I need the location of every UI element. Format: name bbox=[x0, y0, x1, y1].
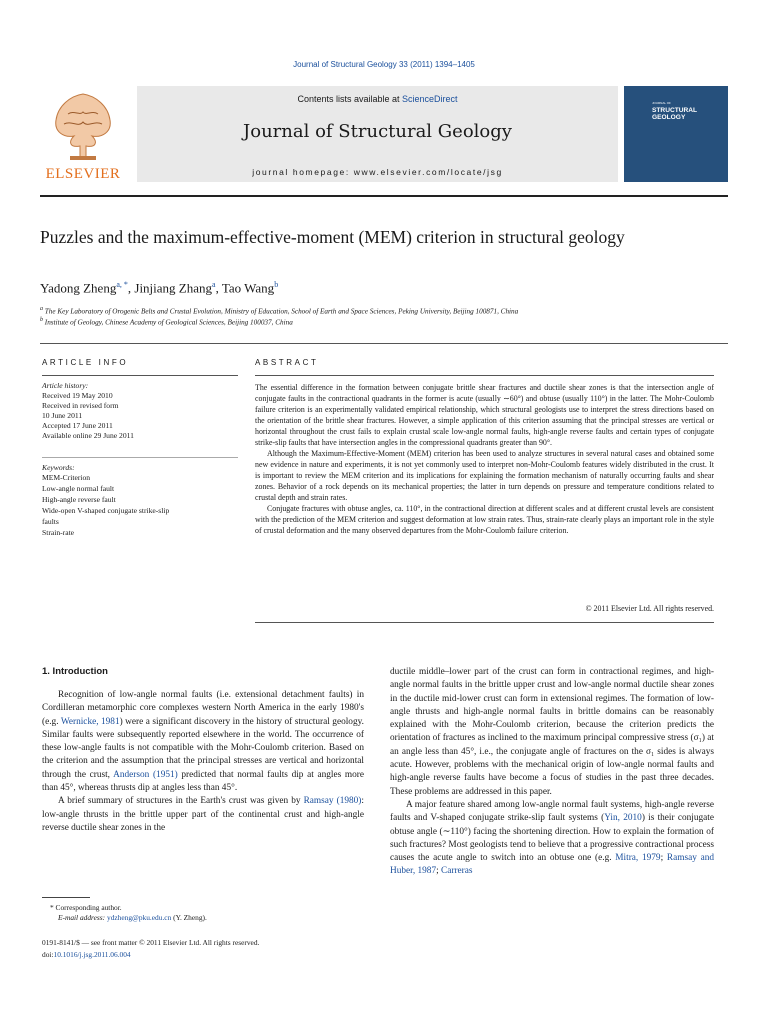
body-column-left bbox=[42, 689, 364, 835]
citation-link[interactable]: Ramsay and Huber, 1987 bbox=[390, 853, 714, 877]
email-label: E-mail address: bbox=[58, 913, 107, 922]
body-paragraph bbox=[390, 666, 714, 799]
footnote-rule bbox=[42, 897, 90, 898]
affiliation-text: Institute of Geology, Chinese Academy of Geological Sciences, Beijing 100037, China bbox=[44, 318, 293, 327]
citation-link[interactable]: Wernicke, 1981 bbox=[60, 716, 120, 727]
abstract-paragraph: Conjugate fractures with obtuse angles, ca. 110°, in the contractional direction at different scales and at different crustal levels are consistent with the prediction of the MEM criterion and suggest deformation at low strain rates. Thus, strain-rate clearly plays an important role in the style of crustal deformation and the many observed departures from the Mohr-Coulomb failure criterion. bbox=[255, 504, 714, 535]
email-suffix: (Y. Zheng). bbox=[171, 913, 207, 922]
journal-homepage[interactable]: journal homepage: www.elsevier.com/locate/jsg bbox=[252, 167, 503, 177]
article-title: Puzzles and the maximum-effective-moment (MEM) criterion in structural geology bbox=[40, 227, 625, 247]
affiliation-text: The Key Laboratory of Orogenic Belts and Crustal Evolution, Ministry of Education, School of Earth and Space Sciences, Peking University, Beijing 100871, China bbox=[44, 307, 519, 316]
affiliation-mark: b bbox=[40, 317, 43, 323]
cover-line-1: JOURNAL OF bbox=[652, 101, 671, 105]
keyword-item: High-angle reverse fault bbox=[42, 495, 116, 504]
title-divider bbox=[40, 343, 728, 344]
body-text: Recognition of low-angle normal faults (i.e. extensional detachment faults) in Cordilleran metamorphic core complexes western North America in the early 1980's (e.g. bbox=[42, 690, 364, 727]
email-note bbox=[58, 913, 207, 922]
contents-line bbox=[137, 94, 618, 104]
body-text: predicted that normal faults dip at angles more than 45°, whereas thrusts dip at angles less than 45°. bbox=[42, 769, 364, 794]
body-paragraph bbox=[42, 689, 364, 795]
section-heading-introduction: 1. Introduction bbox=[42, 666, 108, 677]
abstract-heading: ABSTRACT bbox=[255, 358, 319, 367]
abstract-copyright: © 2011 Elsevier Ltd. All rights reserved. bbox=[585, 604, 714, 613]
abstract-paragraph: Although the Maximum-Effective-Moment (MEM) criterion has been used to analyze structures in several natural cases and obtained some new evidence in nature and experiments, it is not yet commonly used to interpret non-Mohr-Coulomb features widely distributed in the crust. It is important to review the MEM criterion and its implications for explaining the formation mechanism of naturally occurring faults and shear zones. Behavior of a rock depends on its mechanical properties; the latter in turn depends on pressure and temperature conditions related to crustal depth and strain rates. bbox=[255, 449, 714, 502]
author-affiliation-mark[interactable]: a bbox=[212, 280, 216, 289]
abstract-rule bbox=[255, 375, 714, 376]
cover-line-3: GEOLOGY bbox=[652, 114, 686, 121]
affiliation-a bbox=[40, 306, 728, 315]
body-text: A brief summary of structures in the Earth's crust was given by bbox=[58, 796, 304, 807]
doi-link[interactable]: 10.1016/j.jsg.2011.06.004 bbox=[53, 950, 131, 959]
publisher-wordmark: ELSEVIER bbox=[45, 166, 121, 182]
header-divider bbox=[40, 195, 728, 197]
affiliation-b bbox=[40, 317, 728, 326]
journal-cover-title bbox=[652, 100, 722, 121]
citation-link[interactable]: Yin, 2010 bbox=[604, 813, 642, 824]
journal-citation[interactable]: Journal of Structural Geology 33 (2011) 1394–1405 bbox=[293, 60, 475, 69]
journal-title: Journal of Structural Geology bbox=[243, 121, 512, 142]
article-info-heading: ARTICLE INFO bbox=[42, 358, 129, 367]
keyword-item: faults bbox=[42, 517, 59, 526]
keywords-rule bbox=[42, 457, 238, 458]
history-item: Received in revised form bbox=[42, 401, 119, 410]
body-paragraph bbox=[42, 795, 364, 835]
abstract-paragraph: The essential difference in the formation between conjugate brittle shear fractures and ductile shear zones is that the intersection angle of conjugate faults in the contractional quadrants in the former is acute (usually ∼60°) and obtuse (usually 110°) in the latter. The Mohr-Coulomb failure criterion is an experimentally validated empirical relationship, which structural geologists use to interpret the stress directions based on the orientation of the brittle shear fractures. However, a simple application of this criterion assuming that the principal stresses are vertical or horizontal throughout the crust fails to explain crustal scale low-angle normal faults, high-angle reverse faults and certain types of conjugate strike-slip faults that have intersection angles in the compressional quadrants greater than 90°. bbox=[255, 383, 714, 447]
doi-label: doi: bbox=[42, 950, 54, 959]
author-name: Yadong Zheng bbox=[40, 280, 117, 296]
author-affiliation-mark[interactable]: b bbox=[274, 280, 279, 289]
history-label: Article history: bbox=[42, 381, 89, 390]
affiliation-mark: a bbox=[40, 306, 43, 312]
sciencedirect-link[interactable]: ScienceDirect bbox=[402, 94, 458, 104]
history-item: Available online 29 June 2011 bbox=[42, 431, 134, 440]
article-info-rule bbox=[42, 375, 238, 376]
body-text: ; bbox=[660, 853, 667, 864]
cover-line-2: STRUCTURAL bbox=[652, 107, 698, 114]
history-item: Received 19 May 2010 bbox=[42, 391, 113, 400]
author-list: Yadong Zheng$^{a, *}$, Jinjiang Zhang$^a$, Tao Wang$^b$ bbox=[40, 280, 279, 296]
body-text: A major feature shared among low-angle normal fault systems, high-angle reverse faults and V-shaped conjugate strike-slip fault systems ( bbox=[390, 799, 714, 824]
body-paragraph bbox=[390, 799, 714, 879]
body-column-right bbox=[390, 666, 714, 879]
keyword-item: MEM-Criterion bbox=[42, 473, 91, 482]
keyword-item: Low-angle normal fault bbox=[42, 484, 115, 493]
issn-line: 0191-8141/$ — see front matter © 2011 Elsevier Ltd. All rights reserved. bbox=[42, 938, 260, 947]
citation-link[interactable]: Ramsay (1980) bbox=[303, 796, 362, 807]
corresponding-author-note: * Corresponding author. bbox=[50, 903, 122, 912]
keyword-item: Strain-rate bbox=[42, 528, 75, 537]
abstract-body bbox=[255, 382, 714, 536]
author-affiliation-mark[interactable]: a, * bbox=[116, 280, 128, 289]
body-text: ; bbox=[436, 866, 442, 877]
citation-link[interactable]: Anderson (1951) bbox=[113, 769, 178, 780]
body-text: : low-angle thrusts in the brittle upper part of the continental crust and high-angle reverse ductile shear zones in the bbox=[42, 796, 364, 833]
author-name: Jinjiang Zhang bbox=[134, 280, 213, 296]
body-text: ) is their conjugate obtuse angle (∼110°) facing the shortening direction. How to explain the formation of such fractures? Most geologists tend to believe that a progressive contractional process causes the acute angle to switch into an obtuse one (e.g. bbox=[390, 813, 714, 864]
keywords-label: Keywords: bbox=[42, 463, 75, 472]
body-text: ductile middle–lower part of the crust can form in contractional regimes, and high-angle normal faults in the brittle upper crust and low-angle normal ductile shear zones in the ductile mid-lower crust can form in extensional regimes. The formation of low-angle thrusts and high-angle normal faults in brittle domains can be reasonably explained with the Mohr-Coulomb criterion, because the criterion predicts the orientation of fractures as inclined to the maximum principal compressive stress (σ₁) at an angle less than 45°, i.e., the conjugate angle of fractures on the σ₁ sides is always acute. However, problems with the mechanical origin of low-angle normal faults and high-angle reverse faults have become a focus of studies in the past three decades. These problems are addressed in this paper. bbox=[390, 667, 714, 797]
contents-prefix: Contents lists available at bbox=[297, 94, 403, 104]
citation-link[interactable]: Carreras bbox=[441, 866, 473, 877]
author-email-link[interactable]: ydzheng@pku.edu.cn bbox=[107, 913, 172, 922]
keyword-item: Wide-open V-shaped conjugate strike-slip bbox=[42, 506, 170, 515]
abstract-bottom-rule bbox=[255, 622, 714, 623]
history-item: Accepted 17 June 2011 bbox=[42, 421, 113, 430]
author-name: Tao Wang bbox=[221, 280, 275, 296]
citation-link[interactable]: Mitra, 1979 bbox=[615, 853, 661, 864]
history-item: 10 June 2011 bbox=[42, 411, 83, 420]
doi-line bbox=[42, 950, 131, 959]
body-text: ) were a significant discovery in the history of structural geology. Similar faults were subsequently reported elsewhere in the world. The occurrence of these low-angle faults is not compatible with the Mohr-Coulomb criterion. Based on the criterion and the assumption that the principal stresses are vertical and horizontal through the crust, bbox=[42, 716, 364, 780]
